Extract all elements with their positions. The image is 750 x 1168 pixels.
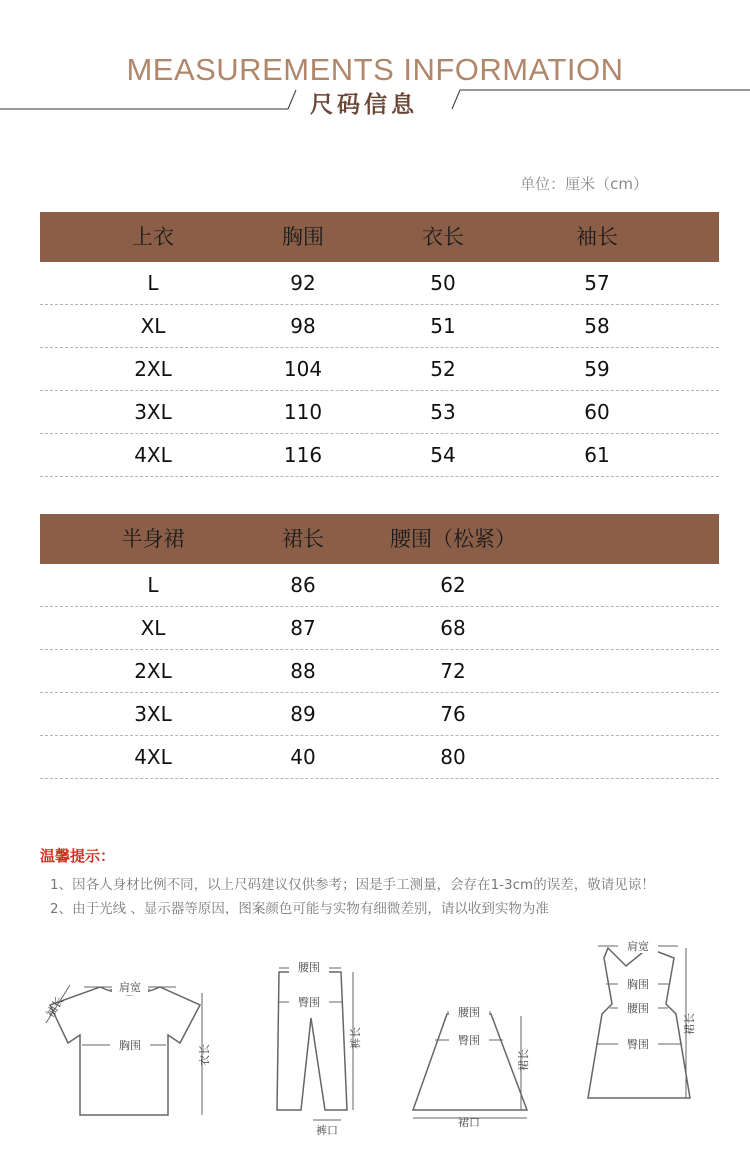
- cell-skirt-length: 88: [290, 659, 316, 683]
- tshirt-chest-label: 胸围: [119, 1039, 141, 1052]
- pants-hip-label: 臀围: [298, 996, 320, 1009]
- cell-size: 4XL: [134, 443, 172, 467]
- table-row: [40, 434, 719, 477]
- cell-size: XL: [140, 616, 166, 640]
- skirt-length-label: 裙长: [517, 1049, 530, 1071]
- skirt-waist-label: 腰围: [458, 1006, 480, 1019]
- tip-item-1: 1、因各人身材比例不同，以上尺码建议仅供参考；因是手工测量，会存在1-3cm的误差，敬请见谅！: [50, 877, 655, 893]
- cell-size: 4XL: [134, 745, 172, 769]
- pants-length-label: 裤长: [349, 1027, 362, 1049]
- table-row: [40, 650, 719, 693]
- col-header-sleeve: 袖长: [576, 225, 618, 249]
- cell-sleeve: 59: [584, 357, 610, 381]
- table-header: [40, 514, 719, 564]
- dress-shoulder-label: 肩宽: [627, 940, 649, 953]
- col-header-skirt: 半身裙: [121, 527, 185, 551]
- col-header-top: 上衣: [132, 225, 174, 249]
- unit-label: 单位：厘米（cm）: [520, 175, 648, 193]
- cell-waist: 62: [440, 573, 466, 597]
- table-header: [40, 212, 719, 262]
- dress-hip-label: 臀围: [627, 1038, 649, 1051]
- cell-waist: 80: [440, 745, 466, 769]
- pants-waist-label: 腰围: [298, 961, 320, 974]
- col-header-skirt-length: 裙长: [282, 527, 324, 551]
- table-row: [40, 348, 719, 391]
- cell-size: 2XL: [134, 357, 172, 381]
- table-row: [40, 693, 719, 736]
- skirt-size-table: [40, 514, 719, 779]
- table-row: [40, 391, 719, 434]
- cell-chest: 110: [283, 400, 323, 424]
- title-english: MEASUREMENTS INFORMATION: [126, 52, 624, 87]
- cell-size: L: [147, 573, 159, 597]
- table-row: [40, 305, 719, 348]
- cell-sleeve: 61: [584, 443, 610, 467]
- pants-diagram: [265, 958, 375, 1140]
- skirt-diagram: [405, 1000, 535, 1134]
- cell-size: XL: [140, 314, 166, 338]
- tshirt-shoulder-label: 肩宽: [119, 981, 141, 994]
- table-row: [40, 564, 719, 607]
- tip-item-2: 2、由于光线 、显示器等原因，图案颜色可能与实物有细微差别，请以收到实物为准: [50, 901, 549, 917]
- table-row: [40, 607, 719, 650]
- tshirt-sleeve-label: 袖长: [43, 994, 67, 1020]
- cell-size: 3XL: [134, 702, 172, 726]
- dress-diagram: [578, 936, 703, 1120]
- tshirt-diagram: [40, 975, 220, 1124]
- cell-chest: 104: [283, 357, 323, 381]
- cell-length: 53: [430, 400, 456, 424]
- cell-sleeve: 60: [584, 400, 610, 424]
- table-row: [40, 262, 719, 305]
- col-header-length: 衣长: [422, 225, 464, 249]
- cell-waist: 68: [440, 616, 466, 640]
- col-header-waist: 腰围（松紧）: [390, 527, 516, 551]
- cell-skirt-length: 89: [290, 702, 316, 726]
- cell-chest: 98: [290, 314, 316, 338]
- cell-waist: 76: [440, 702, 466, 726]
- cell-skirt-length: 87: [290, 616, 316, 640]
- cell-size: 2XL: [134, 659, 172, 683]
- cell-sleeve: 57: [584, 271, 610, 295]
- dress-length-label: 裙长: [683, 1013, 696, 1035]
- skirt-hem-label: 裙口: [458, 1116, 480, 1129]
- tshirt-length-label: 衣长: [198, 1044, 211, 1066]
- dress-waist-label: 腰围: [627, 1002, 649, 1015]
- cell-sleeve: 58: [584, 314, 610, 338]
- dress-chest-label: 胸围: [627, 978, 649, 991]
- pants-hem-label: 裤口: [316, 1124, 338, 1137]
- cell-size: L: [147, 271, 159, 295]
- cell-length: 50: [430, 271, 456, 295]
- cell-skirt-length: 40: [290, 745, 316, 769]
- cell-skirt-length: 86: [290, 573, 316, 597]
- cell-size: 3XL: [134, 400, 172, 424]
- title-chinese: 尺码信息: [310, 92, 418, 118]
- skirt-hip-label: 臀围: [458, 1034, 480, 1047]
- top-size-table: [40, 212, 719, 477]
- cell-length: 52: [430, 357, 456, 381]
- cell-waist: 72: [440, 659, 466, 683]
- cell-chest: 92: [290, 271, 316, 295]
- cell-length: 51: [430, 314, 456, 338]
- cell-chest: 116: [283, 443, 323, 467]
- table-row: [40, 736, 719, 779]
- col-header-chest: 胸围: [282, 225, 324, 249]
- cell-length: 54: [430, 443, 456, 467]
- tips-title: 温馨提示：: [40, 847, 116, 865]
